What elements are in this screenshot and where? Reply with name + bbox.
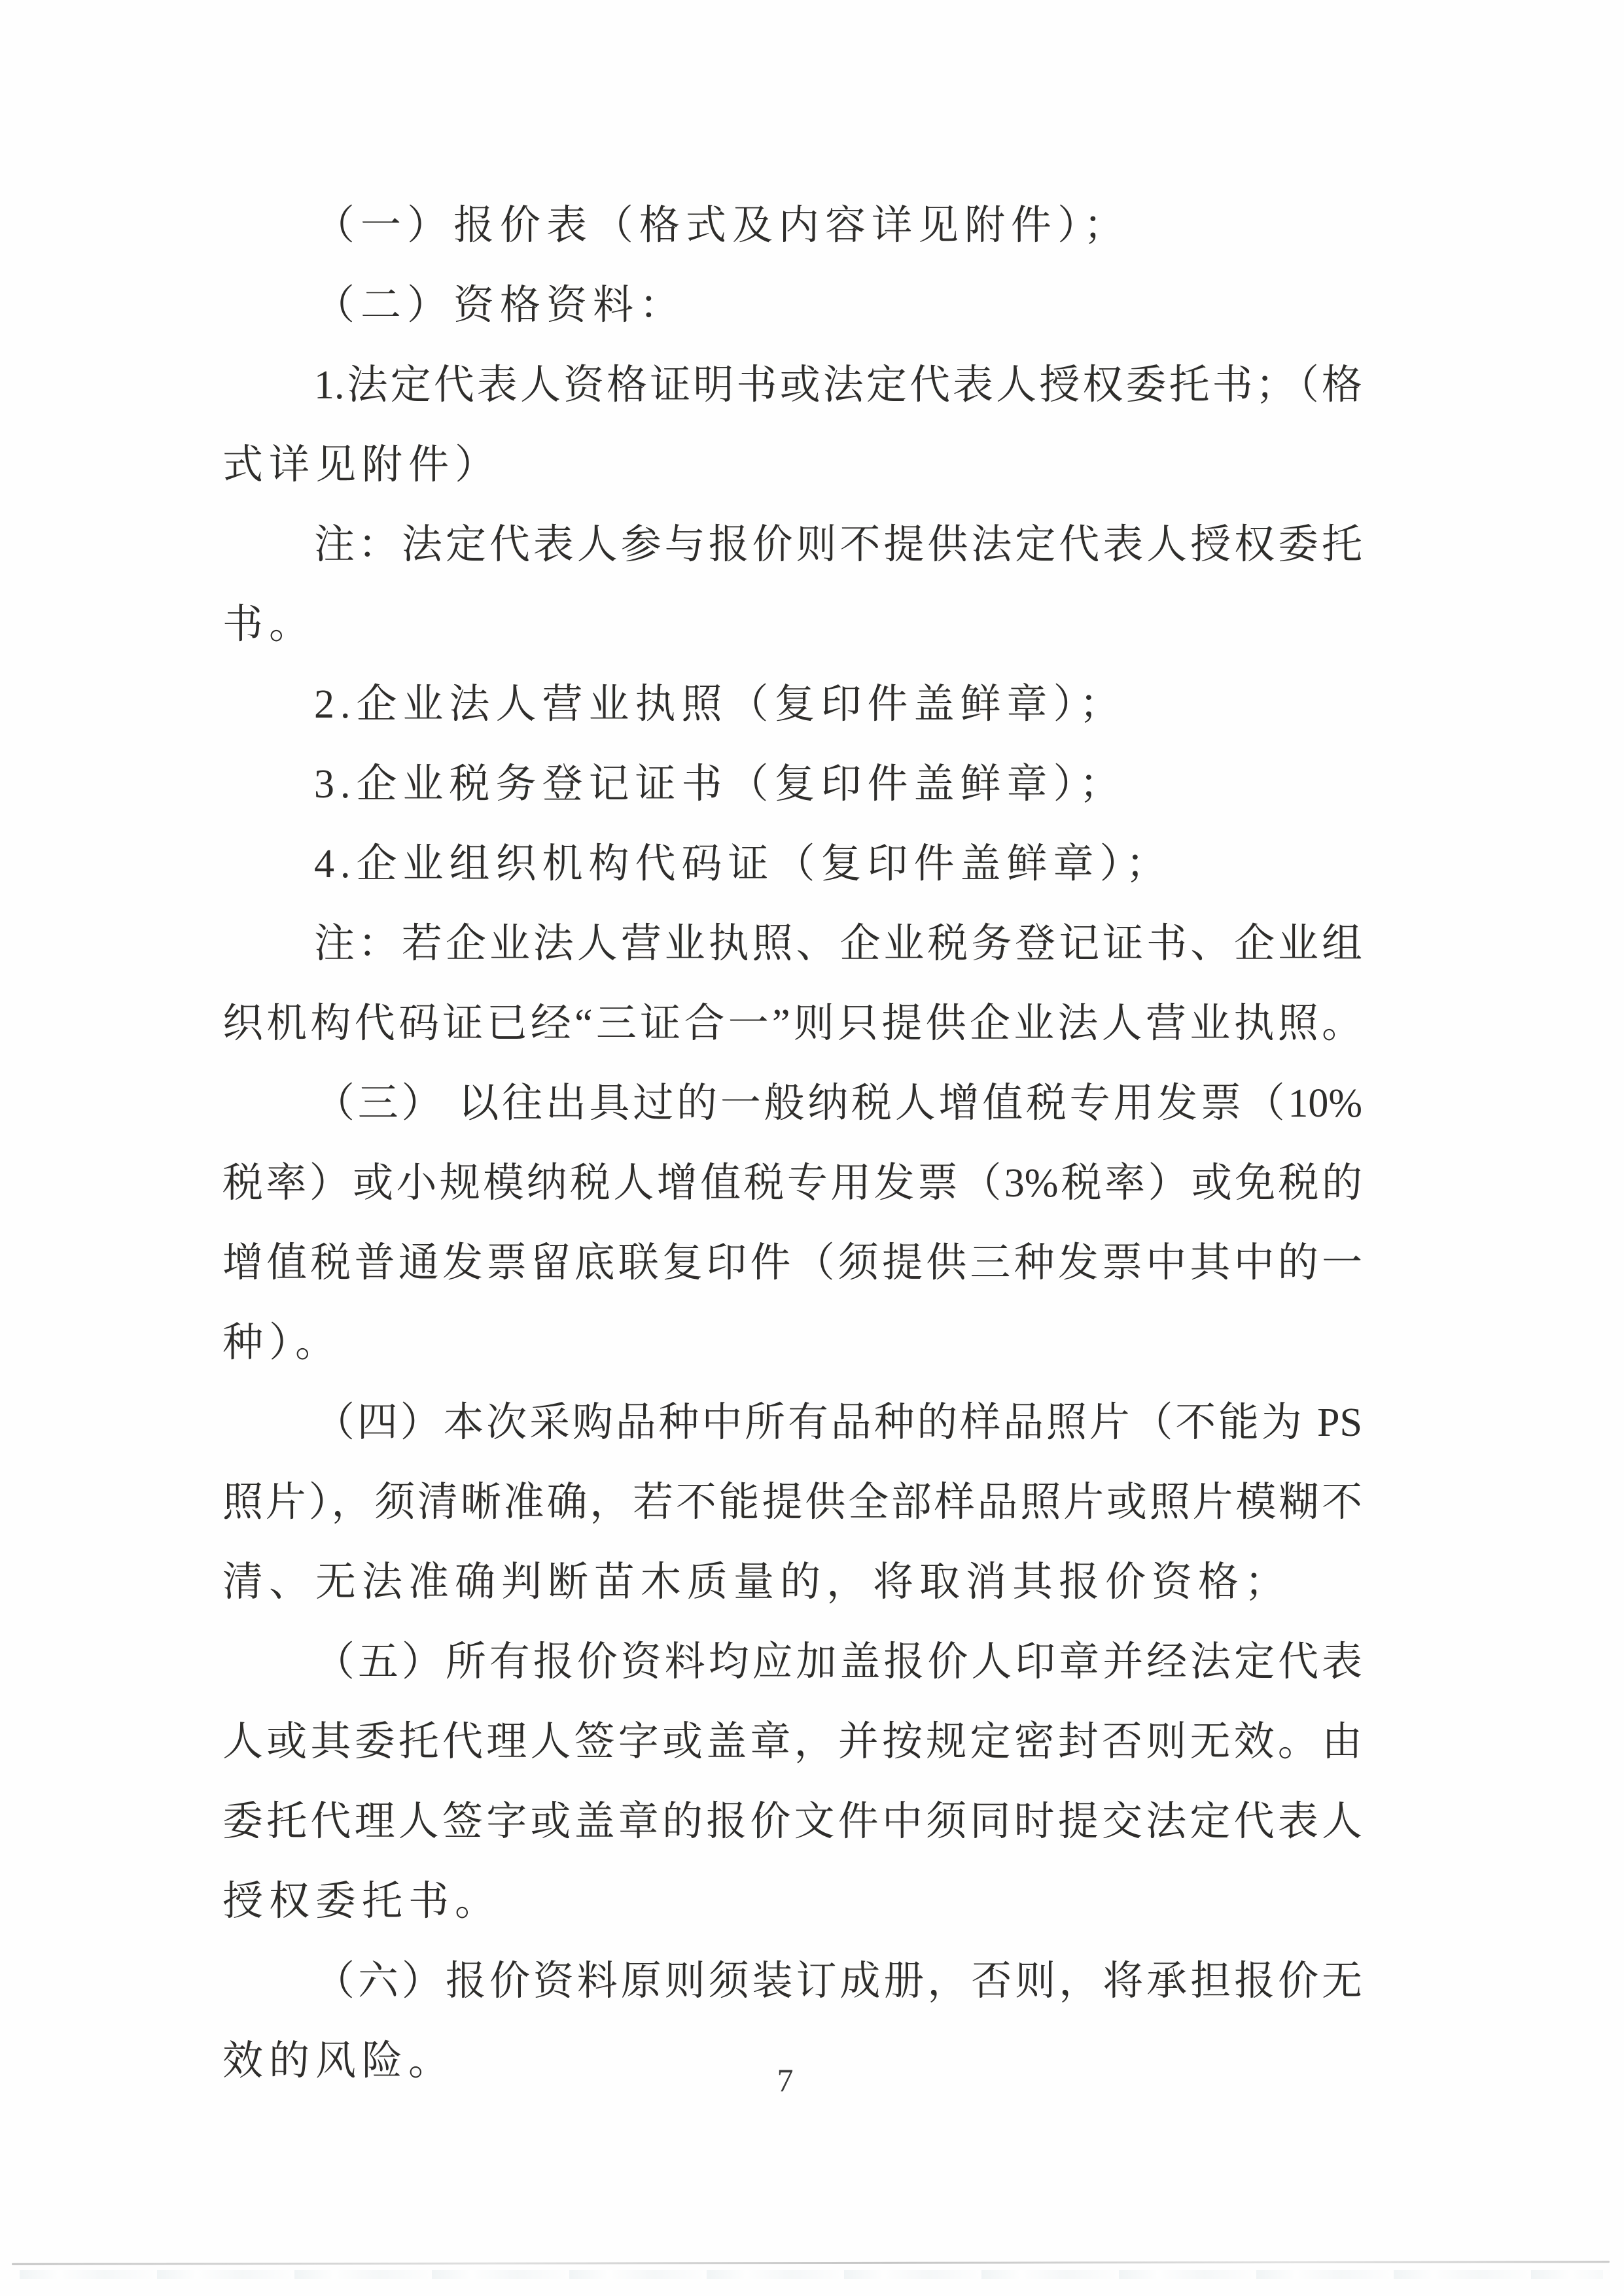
text-line: 清、无法准确判断苗木质量的，将取消其报价资格；: [222, 1560, 1292, 1605]
text-line: 2.企业法人营业执照（复印件盖鲜章）；: [314, 682, 1126, 727]
text-line: （三） 以往出具过的一般纳税人增值税专用发票（10%: [314, 1081, 1362, 1126]
scan-artifact-smear: [20, 2270, 1603, 2279]
text-line: 效的风险。: [222, 2039, 455, 2083]
page-number: 7: [777, 2062, 794, 2098]
text-line: 税率）或小规模纳税人增值税专用发票（3%税率）或免税的: [222, 1161, 1362, 1206]
text-line: 3.企业税务登记证书（复印件盖鲜章）；: [314, 762, 1126, 807]
text-line: 式详见附件）: [222, 443, 502, 487]
text-line: （二）资格资料：: [314, 283, 686, 328]
text-line: 授权委托书。: [222, 1879, 502, 1924]
text-line: 注：若企业法人营业执照、企业税务登记证书、企业组: [314, 922, 1362, 966]
text-line: 1.法定代表人资格证明书或法定代表人授权委托书；（格: [314, 363, 1362, 408]
text-line: 注：法定代表人参与报价则不提供法定代表人授权委托: [314, 523, 1362, 567]
text-line: 增值税普通发票留底联复印件（须提供三种发票中其中的一: [222, 1241, 1362, 1285]
text-line: （一）报价表（格式及内容详见附件）；: [314, 203, 1131, 248]
text-line: 书。: [222, 602, 316, 647]
text-line: （四）本次采购品种中所有品种的样品照片（不能为 PS: [314, 1400, 1362, 1445]
text-line: 织机构代码证已经“三证合一”则只提供企业法人营业执照。: [222, 1001, 1362, 1046]
text-line: 照片），须清晰准确，若不能提供全部样品照片或照片模糊不: [222, 1480, 1362, 1525]
text-line: 种）。: [222, 1321, 342, 1365]
text-line: 人或其委托代理人签字或盖章，并按规定密封否则无效。由: [222, 1720, 1362, 1764]
text-line: 4.企业组织机构代码证（复印件盖鲜章）；: [314, 842, 1173, 886]
text-line: （五）所有报价资料均应加盖报价人印章并经法定代表: [314, 1640, 1362, 1684]
scan-artifact-line: [12, 2261, 1610, 2265]
text-line: 委托代理人签字或盖章的报价文件中须同时提交法定代表人: [222, 1800, 1362, 1844]
document-body: [222, 186, 1362, 2101]
text-line: （六）报价资料原则须装订成册，否则，将承担报价无: [314, 1959, 1362, 2004]
